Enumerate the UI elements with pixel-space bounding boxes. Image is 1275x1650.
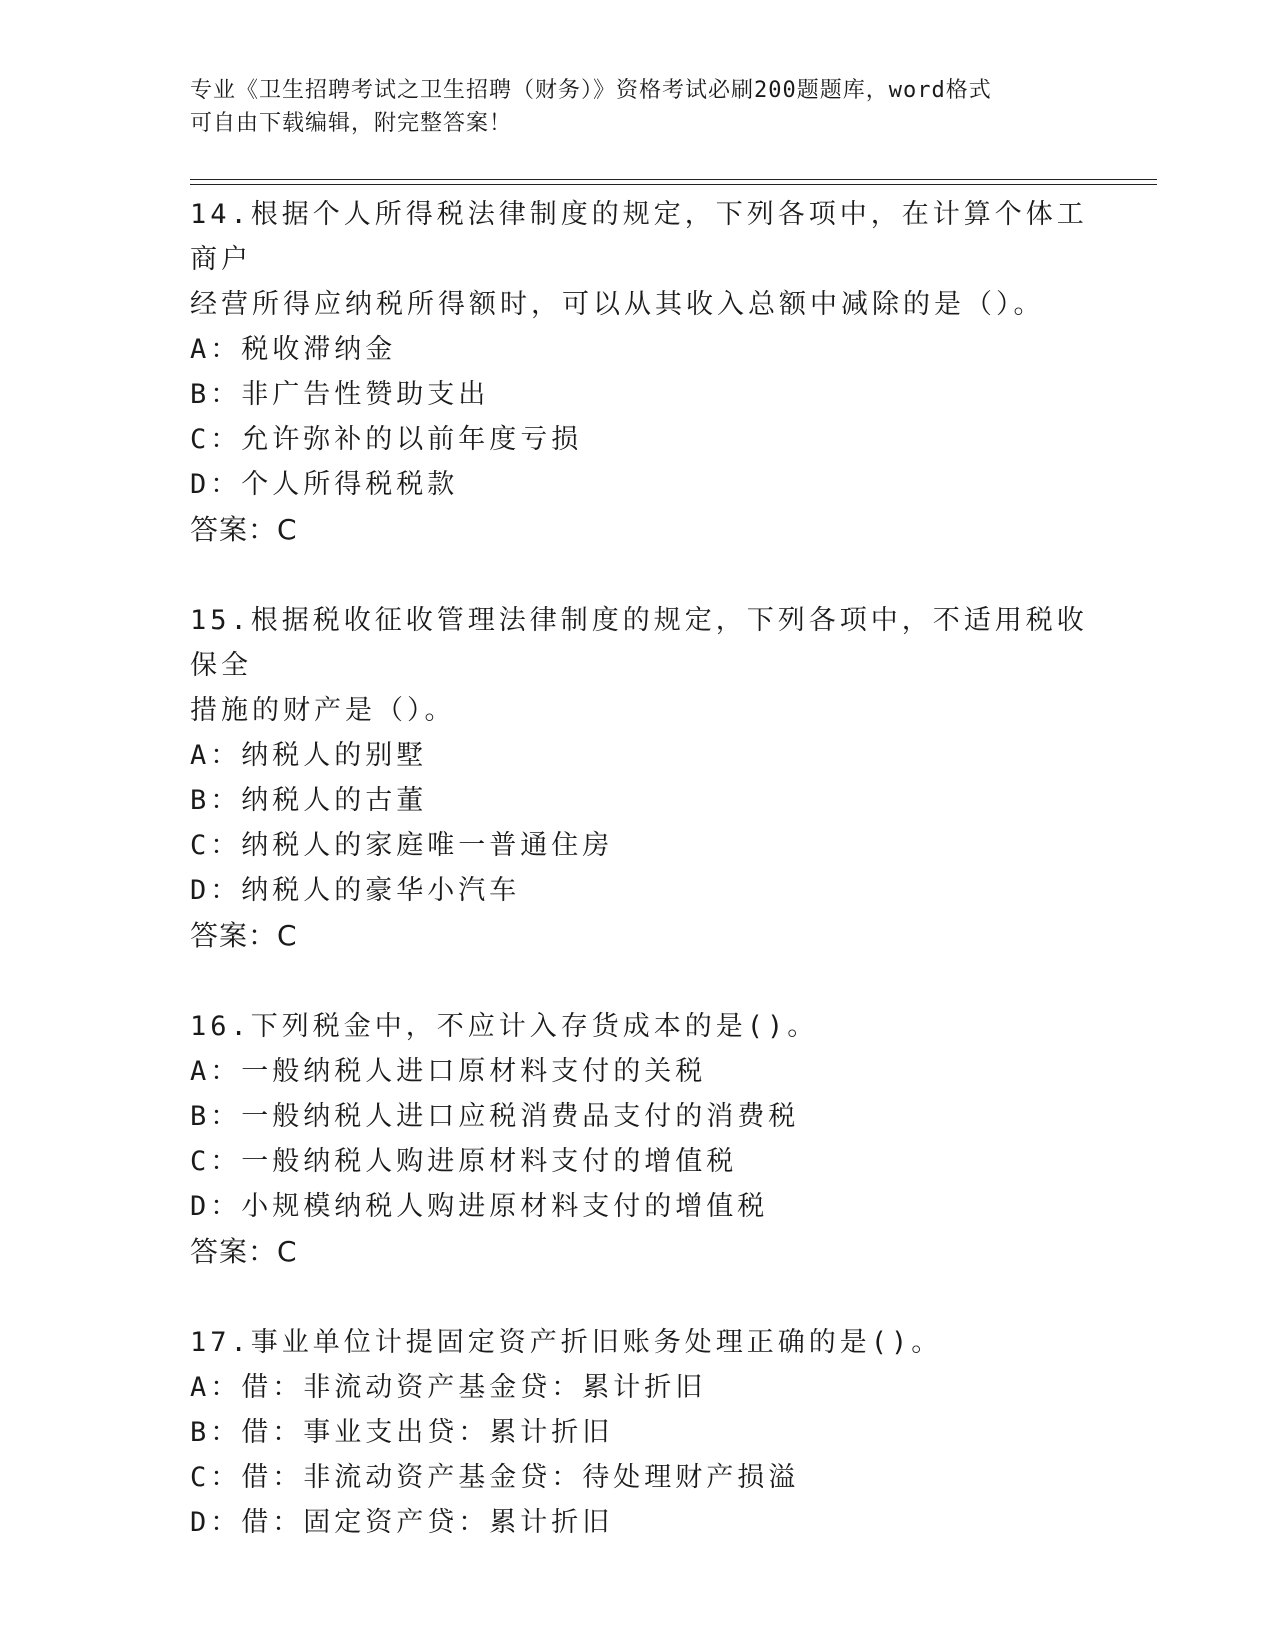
option-d: D：个人所得税税款 xyxy=(190,469,459,500)
question-stem-line: 14.根据个人所得税法律制度的规定，下列各项中，在计算个体工商户 xyxy=(190,199,1088,275)
option-d: D：纳税人的豪华小汽车 xyxy=(190,875,521,906)
option-d: D：小规模纳税人购进原材料支付的增值税 xyxy=(190,1191,769,1222)
option-b: B：纳税人的古董 xyxy=(190,785,428,816)
option-c: C：允许弥补的以前年度亏损 xyxy=(190,424,583,455)
option-a: A：税收滞纳金 xyxy=(190,334,397,365)
answer: 答案：C xyxy=(190,513,298,546)
header-line-1: 专业《卫生招聘考试之卫生招聘（财务）》资格考试必刷200题题库，word格式 xyxy=(190,78,992,103)
option-b: B：一般纳税人进口应税消费品支付的消费税 xyxy=(190,1101,800,1132)
header-divider-bottom xyxy=(190,184,1157,185)
answer: 答案：C xyxy=(190,919,298,952)
question-16 xyxy=(190,1004,1090,1274)
question-stem-line: 经营所得应纳税所得额时，可以从其收入总额中减除的是（）。 xyxy=(190,289,1045,320)
question-stem-line: 17.事业单位计提固定资产折旧账务处理正确的是()。 xyxy=(190,1327,943,1358)
question-stem-line: 措施的财产是（）。 xyxy=(190,695,456,726)
option-a: A：纳税人的别墅 xyxy=(190,740,428,771)
option-d: D：借：固定资产贷：累计折旧 xyxy=(190,1507,614,1538)
option-c: C：一般纳税人购进原材料支付的增值税 xyxy=(190,1146,738,1177)
answer: 答案：C xyxy=(190,1235,298,1268)
option-c: C：纳税人的家庭唯一普通住房 xyxy=(190,830,614,861)
header-line-2: 可自由下载编辑，附完整答案！ xyxy=(190,111,513,136)
question-14 xyxy=(190,192,1090,552)
question-stem-line: 16.下列税金中，不应计入存货成本的是()。 xyxy=(190,1011,819,1042)
option-a: A：一般纳税人进口原材料支付的关税 xyxy=(190,1056,707,1087)
question-15 xyxy=(190,598,1090,958)
question-list xyxy=(190,192,1090,1591)
option-c: C：借：非流动资产基金贷：待处理财产损溢 xyxy=(190,1462,800,1493)
option-b: B：借：事业支出贷：累计折旧 xyxy=(190,1417,614,1448)
option-b: B：非广告性赞助支出 xyxy=(190,379,490,410)
question-17 xyxy=(190,1320,1090,1545)
document-header xyxy=(190,74,1090,140)
question-stem-line: 15.根据税收征收管理法律制度的规定，下列各项中，不适用税收保全 xyxy=(190,605,1088,681)
header-divider-top xyxy=(190,179,1157,180)
option-a: A：借：非流动资产基金贷：累计折旧 xyxy=(190,1372,707,1403)
